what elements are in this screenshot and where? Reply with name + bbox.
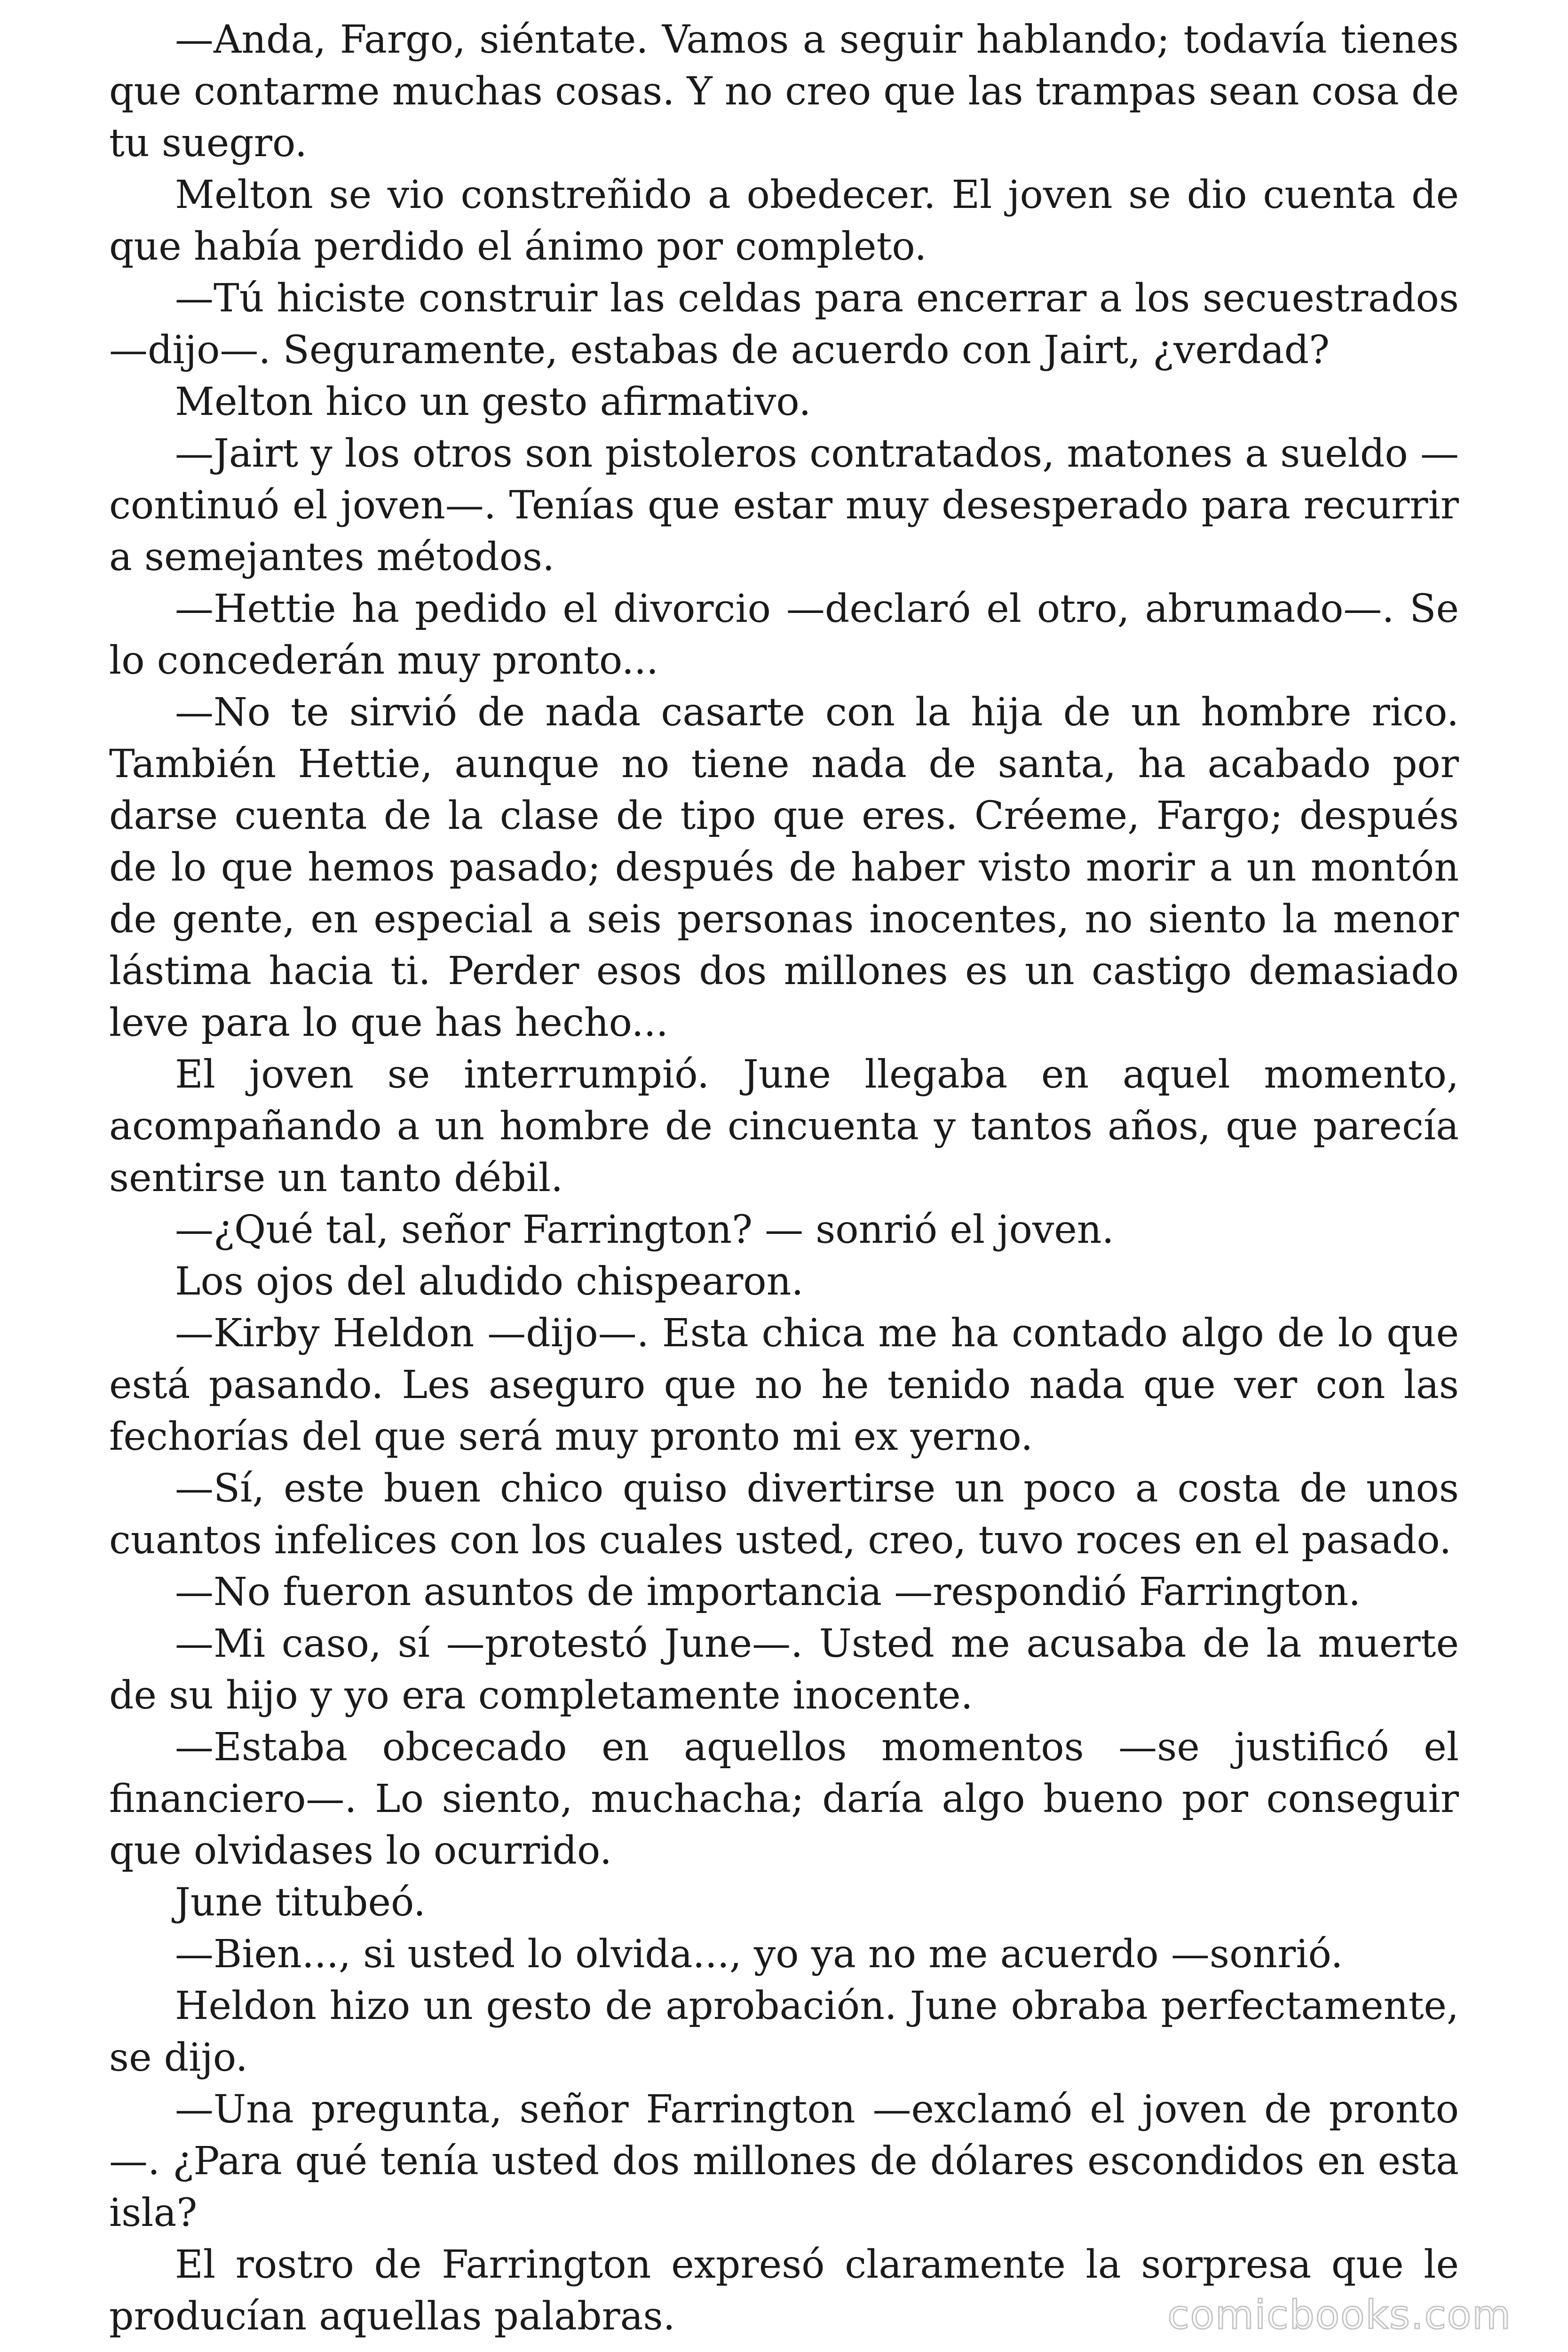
paragraph: —¿Qué tal, señor Farrington? — sonrió el joven. (175, 1208, 1114, 1252)
paragraph: Melton hico un gesto afirmativo. (175, 380, 811, 424)
paragraph: —Estaba obcecado en aquellos momentos —se justificó el financiero—. Lo siento, muchacha; daría algo bueno por conseguir que olvidases lo ocurrido. (109, 1725, 1459, 1873)
paragraph: —Sí, este buen chico quiso divertirse un poco a costa de unos cuantos infelices con los cuales usted, creo, tuvo roces en el pasado. (109, 1466, 1459, 1563)
paragraph: Heldon hizo un gesto de aprobación. June obraba perfectamente, se dijo. (109, 1984, 1459, 2080)
watermark: comicbooks.com (1167, 2292, 1512, 2338)
paragraph: —Bien..., si usted lo olvida..., yo ya no me acuerdo —sonrió. (175, 1932, 1343, 1977)
paragraph: —No te sirvió de nada casarte con la hija de un hombre rico. También Hettie, aunque no tiene nada de santa, ha acabado por darse cuenta de la clase de tipo que eres. Créeme, Fargo; después de lo que hemos pasado; después de haber visto morir a un montón de gente, en especial a seis personas inocentes, no siento la menor lástima hacia ti. Perder esos dos millones es un castigo demasiado leve para lo que has hecho... (109, 690, 1459, 1045)
paragraph: —Kirby Heldon —dijo—. Esta chica me ha contado algo de lo que está pasando. Les aseguro que no he tenido nada que ver con las fechorías del que será muy pronto mi ex yerno. (109, 1311, 1459, 1459)
paragraph: El joven se interrumpió. June llegaba en aquel momento, acompañando a un hombre de cincuenta y tantos años, que parecía sentirse un tanto débil. (109, 1052, 1459, 1200)
paragraph: El rostro de Farrington expresó claramente la sorpresa que le producían aquellas palabras. (109, 2242, 1459, 2339)
paragraph: Melton se vio constreñido a obedecer. El joven se dio cuenta de que había perdido el ánimo por completo. (109, 173, 1459, 269)
paragraph: —No fueron asuntos de importancia —respondió Farrington. (175, 1570, 1361, 1614)
paragraph: —Anda, Fargo, siéntate. Vamos a seguir hablando; todavía tienes que contarme muchas cosas. Y no creo que las trampas sean cosa de tu suegro. (109, 17, 1459, 166)
paragraph: —Jairt y los otros son pistoleros contratados, matones a sueldo —continuó el joven—. Tenías que estar muy desesperado para recurrir a semejantes métodos. (109, 431, 1459, 580)
paragraph: —Hettie ha pedido el divorcio —declaró el otro, abrumado—. Se lo concederán muy pronto... (109, 587, 1459, 683)
paragraph: —Mi caso, sí —protestó June—. Usted me acusaba de la muerte de su hijo y yo era completamente inocente. (109, 1621, 1459, 1718)
paragraph: —Una pregunta, señor Farrington —exclamó el joven de pronto—. ¿Para qué tenía usted dos millones de dólares escondidos en esta isla? (109, 2087, 1459, 2235)
paragraph: June titubeó. (175, 1880, 426, 1925)
page-body (109, 14, 1459, 2343)
paragraph: —Tú hiciste construir las celdas para encerrar a los secuestrados —dijo—. Seguramente, estabas de acuerdo con Jairt, ¿verdad? (109, 276, 1459, 373)
paragraph: Los ojos del aludido chispearon. (175, 1259, 804, 1304)
